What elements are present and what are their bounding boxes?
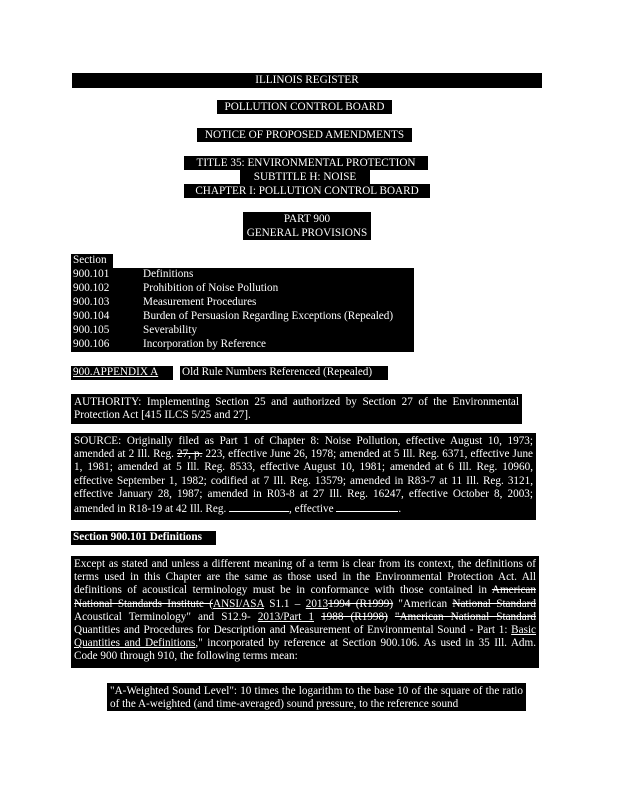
toc-section-number: 900.106 [73, 338, 110, 350]
register-blank [229, 501, 289, 512]
deleted-ansi-institute: American National Standards Institute ( [74, 584, 536, 610]
toc-section-title: Definitions [143, 268, 194, 280]
source-part-a: SOURCE: Originally filed as Part 1 of Chapter 8: Noise Pollution, effective August 10, 1973; amended at 2 Ill. Reg. [74, 435, 533, 461]
incorporated-text: ," incorporated by reference at Section 900.106. As used in 35 Ill. Adm. Code 900 through 910, the following terms mean: [74, 637, 536, 663]
toc-section-number: 900.101 [73, 268, 110, 280]
toc-section-number: 900.104 [73, 310, 110, 322]
inserted-2013-part1: 2013/Part 1 [257, 610, 314, 623]
toc-section-title: Prohibition of Noise Pollution [143, 282, 279, 294]
toc-row [71, 296, 414, 310]
deleted-1988: 1988 (R1998) [321, 610, 388, 623]
inserted-2013: 2013 [305, 597, 329, 610]
appendix-label [71, 366, 173, 380]
chapter-line: CHAPTER I: POLLUTION CONTROL BOARD [184, 184, 430, 198]
toc-section-number: 900.102 [73, 282, 110, 294]
toc-section-title: Burden of Persuasion Regarding Exceptions (Repealed) [143, 310, 394, 322]
source-text [74, 435, 533, 516]
source-deleted-text: 27, p. [176, 448, 203, 461]
table-of-contents [71, 268, 414, 352]
toc-section-title: Severability [143, 324, 198, 336]
standard-s1-1: S1.1 – [269, 597, 301, 610]
toc-row [71, 282, 414, 296]
effective-date-blank [336, 501, 398, 512]
subtitle-line: SUBTITLE H: NOISE [240, 170, 370, 184]
appendix-label-text: 900.APPENDIX A [73, 366, 159, 378]
toc-section-title: Measurement Procedures [143, 296, 257, 308]
toc-section-number: 900.103 [73, 296, 110, 308]
toc-row [71, 310, 414, 324]
source-part-b: 223, effective June 26, 1978; amended at 5 Ill. Reg. 6371, effective June 1, 1981; amended at 5 Ill. Reg. 8533, effective August 10, 1981; amended at 6 Ill. Reg. 10960, effective September 1, 1982; codified at 7 Ill. Reg. 13579; amended in R83-7 at 11 Ill. Reg. 3121, effective January 28, 1987; amended in R03-8 at 27 Ill. Reg. 16247, effective October 8, 2003; amended in R18-19 at 42 Ill. Reg. [74, 448, 534, 516]
definitions-paragraph [71, 556, 539, 668]
definitions-text [74, 558, 536, 664]
notice-title: NOTICE OF PROPOSED AMENDMENTS [197, 128, 412, 142]
a-weighted-definition: "A-Weighted Sound Level": 10 times the logarithm to the base 10 of the square of the ratio of the A-weighted (and time-averaged) sound pressure, to the reference sound [107, 683, 526, 711]
authority-paragraph: AUTHORITY: Implementing Section 25 and authorized by Section 27 of the Environmental Protection Act [415 ILCS 5/25 and 27]. [71, 394, 522, 424]
toc-row [71, 324, 414, 338]
register-header: ILLINOIS REGISTER [72, 73, 542, 88]
source-part-c: , effective [289, 503, 334, 516]
quantities-text: Quantities and Procedures for Description and Measurement of Environmental Sound - Part 1: [74, 624, 508, 637]
source-paragraph [71, 433, 536, 520]
definitions-intro: Except as stated and unless a different meaning of a term is clear from its context, the definitions of terms used in this Chapter are the same as those used in the Environmental Protection Act. All definitions of acoustical terminology must be in conformance with those contained in [74, 558, 536, 597]
deleted-1994: 1994 (R1999) [328, 597, 394, 610]
toc-section-title: Incorporation by Reference [143, 338, 267, 350]
toc-section-number: 900.105 [73, 324, 110, 336]
appendix-title: Old Rule Numbers Referenced (Repealed) [180, 366, 388, 380]
source-part-d: . [398, 503, 402, 516]
part-name: GENERAL PROVISIONS [243, 226, 371, 240]
toc-row [71, 338, 414, 352]
section-heading: Section 900.101 Definitions [71, 531, 216, 545]
inserted-ansi: ANSI/ASA [212, 597, 264, 610]
toc-row [71, 268, 414, 282]
american-quote: "American [398, 597, 448, 610]
part-number: PART 900 [243, 212, 371, 226]
toc-header: Section [71, 254, 113, 268]
board-name: POLLUTION CONTROL BOARD [217, 100, 392, 114]
acoustical-terminology: Acoustical Terminology" and S12.9- [74, 610, 251, 623]
title-line: TITLE 35: ENVIRONMENTAL PROTECTION [184, 156, 428, 170]
inserted-basic-quantities: Basic Quantities and Definitions [74, 624, 537, 650]
deleted-national-standard: National Standard [452, 597, 536, 610]
deleted-american-national-standard: "American National Standard [394, 610, 537, 623]
